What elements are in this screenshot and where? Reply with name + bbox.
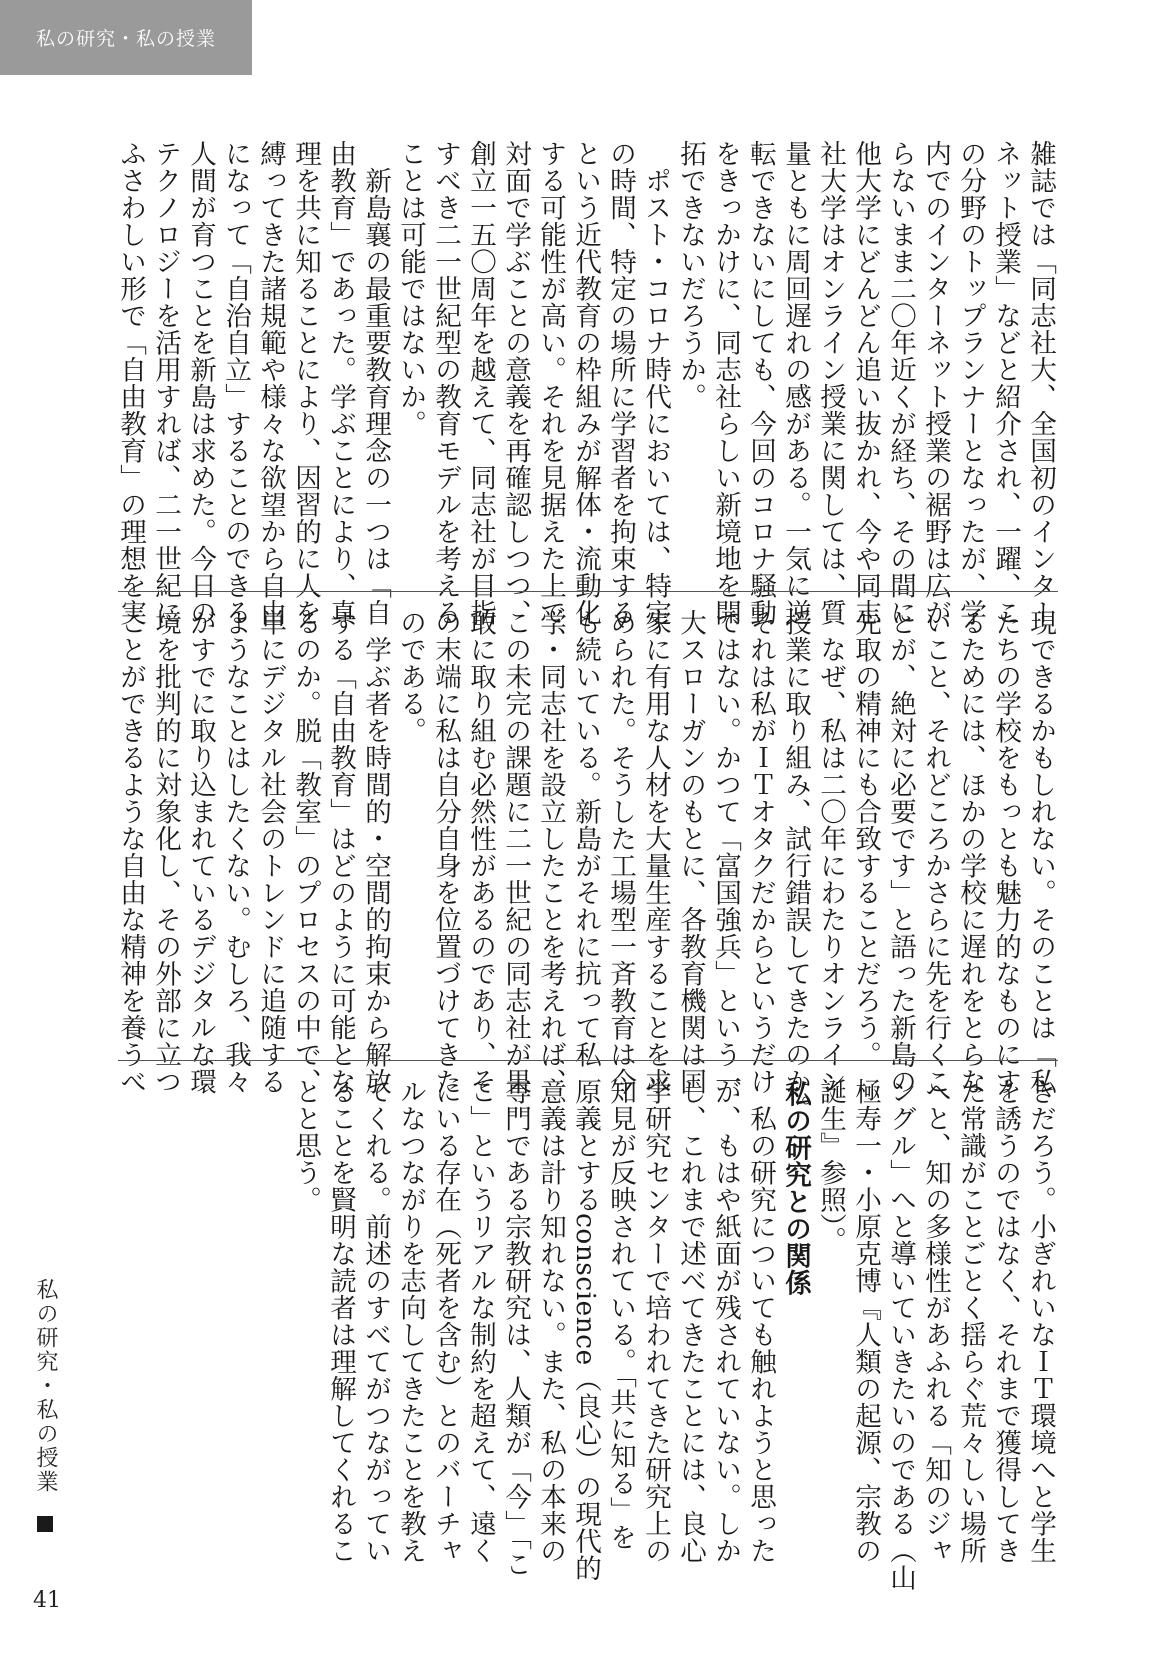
text-line: になって「自治自立」することのできる [220, 140, 251, 626]
text-line: 雑誌では「同志社大、全国初のインター [1025, 140, 1056, 626]
text-line: それは私がＩＴオタクだからというだけ [745, 609, 776, 1095]
text-line: 私の研究についても触れようと思った [745, 1078, 776, 1564]
text-line: を誘うのではなく、それまで獲得してき [990, 1078, 1021, 1564]
text-line: 境を批判的に対象化し、その外部に立つ [150, 609, 181, 1095]
text-line: 転できないにしても、今回のコロナ騒動 [745, 140, 776, 626]
text-line: ることを賢明な読者は理解してくれるこ [325, 1078, 356, 1564]
text-line: が、もはや紙面が残されていない。しか [710, 1078, 741, 1564]
text-line: いこと、それどころかさらに先を行くこ [920, 609, 951, 1095]
text-line: ではない。かつて「富国強兵」という一 [710, 609, 741, 1095]
text-line: ルなつながりを志向してきたことを教え [395, 1078, 426, 1564]
text-line: ポスト・コロナ時代においては、特定 [640, 140, 671, 626]
text-line: 学研究センターで培われてきた研究上の [640, 1078, 671, 1564]
page-number: 41 [33, 1588, 61, 1613]
text-line: 社大学はオンライン授業に関しては、質 [815, 140, 846, 626]
text-line: るためには、ほかの学校に遅れをとらな [955, 609, 986, 1095]
text-line: この未完の課題に二一世紀の同志社が果 [500, 609, 531, 1095]
text-line: 内でのインターネット授業の裾野は広が [920, 140, 951, 626]
text-line: へと、知の多様性があふれる「知のジャ [920, 1078, 951, 1564]
text-line: 誕生』参照）。 [815, 1078, 846, 1254]
text-line: 原義とするconscience（良心）の現代的 [570, 1078, 601, 1582]
text-line: た常識がことごとく揺らぐ荒々しい場所 [955, 1078, 986, 1564]
text-line: する可能性が高い。それを見据えた上で、 [535, 140, 566, 653]
text-line: 理を共に知ることにより、因習的に人を [290, 140, 321, 626]
text-line: 人間が育つことを新島は求めた。今日の [185, 140, 216, 626]
text-line: のである。 [395, 609, 426, 744]
section-marker-square [37, 1516, 53, 1532]
text-line: 対面で学ぶことの意義を再確認しつつ、 [500, 140, 531, 626]
text-line: という近代教育の枠組みが解体・流動化 [570, 140, 601, 626]
text-line: とが、絶対に必要です」と語った新島の [885, 609, 916, 1095]
section-header-tab [0, 0, 252, 75]
body-text-block-top [113, 140, 1058, 653]
text-line: をきっかけに、同志社らしい新境地を開 [710, 140, 741, 626]
text-line: 創立一五〇周年を越えて、同志社が目指 [465, 140, 496, 626]
text-line: 学ぶ者を時間的・空間的拘束から解放 [360, 609, 391, 1095]
text-line: こ」というリアルな制約を超えて、遠く [465, 1078, 496, 1564]
text-line: 意義は計り知れない。また、私の本来の [535, 1078, 566, 1564]
text-line: も続いている。新島がそれに抗って私 [570, 609, 601, 1068]
block-divider-bottom [118, 1060, 1058, 1061]
text-line: 他大学にどんどん追い抜かれ、今や同志 [850, 140, 881, 626]
side-section-label: 私の研究・私の授業 [33, 1278, 58, 1494]
text-line: すべき二一世紀型の教育モデルを考える [430, 140, 461, 626]
text-line: とと思う。 [290, 1078, 321, 1213]
text-line: する「自由教育」はどのように可能とな [325, 609, 356, 1095]
text-line: 家に有用な人材を大量生産することを求 [640, 609, 671, 1095]
text-line: 敢に取り組む必然性があるのであり、そ [465, 609, 496, 1095]
section-header-label: 私の研究・私の授業 [36, 28, 217, 50]
text-line: 授業に取り組み、試行錯誤してきたのか。 [780, 609, 811, 1122]
text-line: の時間、特定の場所に学習者を拘束する [605, 140, 636, 626]
body-text-block-middle [113, 609, 1058, 1122]
text-line: ことは可能ではないか。 [395, 140, 426, 437]
text-line: ことができるような自由な精神を養うべ [115, 609, 146, 1095]
text-line: の分野のトップランナーとなったが、学 [955, 140, 986, 626]
text-line: たちの学校をもっとも魅力的なものにす [990, 609, 1021, 1095]
text-line: テクノロジーを活用すれば、二一世紀に [150, 140, 181, 626]
text-line: められた。そうした工場型一斉教育は今 [605, 609, 636, 1095]
text-line: ふさわしい形で「自由教育」の理想を実 [115, 140, 146, 626]
text-line: きだろう。小ぎれいなＩＴ環境へと学生 [1025, 1078, 1056, 1564]
text-line: 量ともに周回遅れの感がある。一気に逆 [780, 140, 811, 626]
text-line: 単にデジタル社会のトレンドに追随する [255, 609, 286, 1095]
text-line: にいる存在（死者を含む）とのバーチャ [430, 1078, 461, 1564]
section-heading: 私の研究との関係 [780, 1080, 811, 1296]
text-line: 先取の精神にも合致することだろう。 [850, 609, 881, 1068]
text-line: 極寿一・小原克博『人類の起源、宗教の [850, 1078, 881, 1564]
text-line: てくれる。前述のすべてがつながってい [360, 1078, 391, 1564]
text-line: らないまま二〇年近くが経ち、その間に [885, 140, 916, 626]
text-line: ようなことはしたくない。むしろ、我々 [220, 609, 251, 1095]
text-line: 学・同志社を設立したことを考えれば、 [535, 609, 566, 1095]
text-line: の末端に私は自分自身を位置づけてきた [430, 609, 461, 1095]
text-line: し、これまで述べてきたことには、良心 [675, 1078, 706, 1564]
text-line: 由教育」であった。学ぶことにより、真 [325, 140, 356, 626]
text-line: 新島襄の最重要教育理念の一つは「自 [360, 140, 391, 626]
text-line: 縛ってきた諸規範や様々な欲望から自由 [255, 140, 286, 626]
text-line: ネット授業」などと紹介され、一躍、こ [990, 140, 1021, 626]
text-line: がすでに取り込まれているデジタルな環 [185, 609, 216, 1095]
block-divider-top [118, 591, 1058, 592]
text-line: るのか。脱「教室」のプロセスの中で、 [290, 609, 321, 1095]
body-text-block-bottom [288, 1078, 1058, 1591]
text-line: 拓できないだろうか。 [675, 140, 706, 410]
text-line: 大スローガンのもとに、各教育機関は国 [675, 609, 706, 1095]
text-line: 専門である宗教研究は、人類が「今」「こ [500, 1078, 531, 1578]
text-line: 現できるかもしれない。そのことは「私 [1025, 609, 1056, 1095]
text-line: ングル」へと導いていきたいのである（山 [885, 1078, 916, 1591]
text-line: 知見が反映されている。「共に知る」を [605, 1078, 636, 1551]
text-line: なぜ、私は二〇年にわたりオンライン [815, 609, 846, 1095]
